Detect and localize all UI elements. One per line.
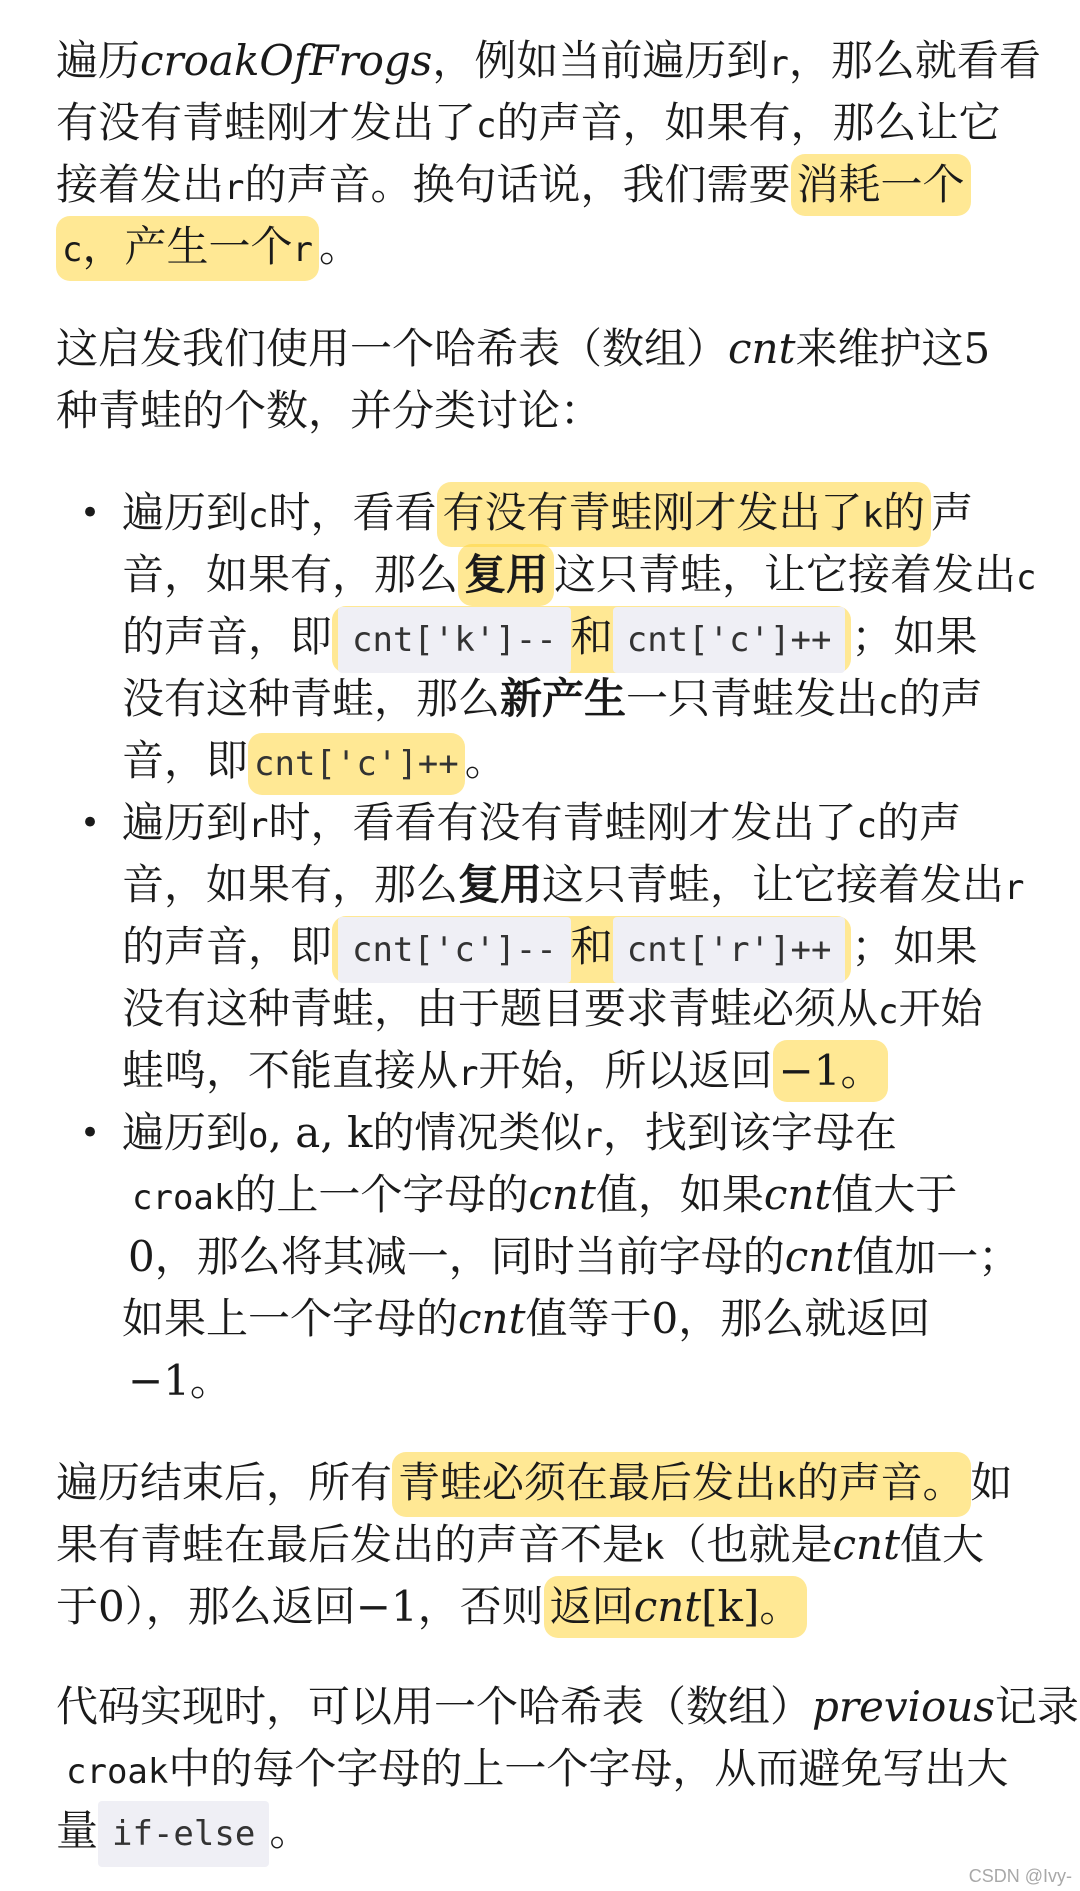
li1-line-2	[122, 544, 1037, 606]
math-var: cnt	[458, 1294, 526, 1343]
text: 的声音。换句话说，我们需要	[244, 160, 791, 209]
li1-line-4	[122, 668, 983, 730]
li1-line-5	[122, 730, 507, 792]
text: 。	[464, 736, 507, 785]
highlight	[773, 1040, 889, 1102]
highlight	[332, 606, 851, 673]
code-span: if-else	[98, 1801, 269, 1867]
text: 的声音，如果有，那么让它	[496, 98, 1001, 147]
text: ，那么就看看	[788, 36, 1041, 85]
text: 的声	[877, 798, 962, 847]
text: 这只青蛙，让它接着发出	[542, 860, 1005, 909]
highlight	[437, 482, 932, 547]
text: 值等于	[525, 1294, 652, 1343]
math-var: cnt	[832, 1520, 900, 1569]
li2-line-4	[122, 978, 983, 1040]
text: 青蛙必须在最后发出	[398, 1458, 777, 1507]
p1-line-2	[56, 92, 1001, 154]
p4-line-1	[56, 1676, 1079, 1738]
text: 一只青蛙发出	[626, 674, 879, 723]
math-num: −1	[128, 1356, 190, 1405]
li1-line-3	[122, 606, 977, 668]
p1-line-1	[56, 30, 1041, 92]
text: ，否则	[417, 1582, 544, 1631]
math-num: 0	[98, 1582, 125, 1631]
text: 的声音，即	[122, 612, 333, 661]
p2-line-2	[56, 380, 602, 442]
text: 音，如果有，那么	[122, 860, 459, 909]
text: 遍历到	[122, 798, 249, 847]
li2-line-5	[122, 1040, 888, 1102]
highlight	[392, 1452, 971, 1517]
text: 如	[970, 1458, 1013, 1507]
inline-code: c	[878, 992, 899, 1032]
text: 开始，所以返回	[478, 1046, 773, 1095]
text: 开始	[898, 984, 983, 1033]
text: 代码实现时，可以用一个哈希表（数组）	[56, 1682, 813, 1731]
p1-line-3	[56, 154, 971, 216]
inline-code: r	[582, 1116, 603, 1156]
highlight	[332, 916, 851, 983]
text: 这只青蛙，让它接着发出	[554, 550, 1017, 599]
text: 于	[56, 1582, 99, 1631]
highlight: 消耗一个	[791, 154, 971, 216]
inline-code: c	[248, 496, 269, 536]
li3-line-4	[122, 1288, 930, 1350]
inline-code: r	[292, 230, 313, 270]
math-num: 0	[128, 1232, 155, 1281]
inline-code: c	[878, 682, 899, 722]
li3-line-5	[128, 1350, 232, 1412]
text: 的声	[898, 674, 983, 723]
text: 和	[570, 612, 613, 661]
text: 种青蛙的个数，并分类讨论：	[56, 386, 603, 435]
math-var: previous	[812, 1682, 995, 1731]
li3-line-2	[132, 1164, 957, 1226]
li3-line-3	[128, 1226, 1020, 1288]
text: 遍历	[56, 36, 141, 85]
math-var: croakOfFrogs	[140, 36, 433, 85]
inline-code: r	[768, 44, 789, 84]
text: 。	[189, 1356, 232, 1405]
list-bullet: •	[80, 803, 101, 843]
inline-code: k	[644, 1528, 665, 1568]
watermark: CSDN @Ivy-	[968, 1866, 1072, 1886]
list-bullet: •	[80, 1113, 101, 1153]
code-span: cnt['r']++	[613, 917, 846, 983]
math-num: −1	[778, 1046, 841, 1095]
highlight	[544, 1576, 808, 1638]
text: 。	[269, 1806, 312, 1855]
inline-code: croak	[132, 1178, 235, 1218]
text: 音，如果有，那么	[122, 550, 459, 599]
math-var: cnt	[633, 1582, 702, 1631]
code-span: cnt['c']++	[248, 733, 465, 795]
text: 的声音。	[796, 1458, 965, 1507]
text: 的	[883, 488, 926, 537]
inline-code: c	[856, 806, 877, 846]
p2-line-1	[56, 318, 990, 380]
inline-code: c	[62, 230, 83, 270]
text: 声	[931, 488, 974, 537]
text: 音，即	[122, 736, 249, 785]
text: 没有这种青蛙，那么	[122, 674, 501, 723]
text: 时，看看	[268, 488, 437, 537]
text: 值加一；	[852, 1232, 1021, 1281]
text: 蛙鸣，不能直接从	[122, 1046, 459, 1095]
text: 值，如果	[595, 1170, 764, 1219]
text: 如果上一个字母的	[122, 1294, 459, 1343]
code-span: cnt['c']++	[613, 607, 846, 673]
text: 来维护这	[795, 324, 964, 373]
inline-code: r	[458, 1054, 479, 1094]
p4-line-2	[66, 1738, 1008, 1800]
text: 有没有青蛙刚才发出了	[56, 98, 477, 147]
inline-code: c	[1016, 558, 1037, 598]
text: ，找到该字母在	[602, 1108, 897, 1157]
text: ；如果	[851, 612, 978, 661]
math-var: cnt	[528, 1170, 596, 1219]
bold-text: 新产生	[500, 674, 627, 723]
text: 时，看看有没有青蛙刚才发出了	[268, 798, 857, 847]
text: 和	[570, 922, 613, 971]
inline-code: c	[476, 106, 497, 146]
inline-code: k	[862, 496, 884, 536]
inline-code: r	[224, 168, 245, 208]
text: ，那么将其减一，同时当前字母的	[154, 1232, 785, 1281]
p3-line-3	[56, 1576, 807, 1638]
li2-line-3	[122, 916, 977, 978]
p3-line-1	[56, 1452, 1013, 1514]
code-span: cnt['c']--	[338, 917, 571, 983]
text: 遍历结束后，所有	[56, 1458, 393, 1507]
highlight	[56, 216, 319, 281]
text: 。	[318, 222, 361, 271]
text: 值大于	[831, 1170, 958, 1219]
text: 接着发出	[56, 160, 225, 209]
li2-line-2	[122, 854, 1025, 916]
math-num: −1	[355, 1582, 418, 1631]
text: 值大	[899, 1520, 984, 1569]
text: （也就是	[664, 1520, 833, 1569]
inline-code: k	[776, 1466, 797, 1506]
text: 这启发我们使用一个哈希表（数组）	[56, 324, 729, 373]
math-var: cnt	[728, 324, 796, 373]
code-span: cnt['k']--	[338, 607, 571, 673]
text: 遍历到	[122, 488, 249, 537]
text: 的声音，即	[122, 922, 333, 971]
math-num: 5	[963, 324, 991, 373]
bold-text: 复用	[458, 860, 543, 909]
inline-code: croak	[66, 1752, 169, 1792]
text: 的情况类似	[372, 1108, 583, 1157]
text: 量	[56, 1806, 99, 1855]
text: 中的每个字母的上一个字母，从而避免写出大	[168, 1744, 1009, 1793]
li3-line-1	[122, 1102, 897, 1164]
text: 。	[840, 1046, 883, 1095]
text: ，那么就返回	[678, 1294, 931, 1343]
text: ），那么返回	[124, 1582, 356, 1631]
text: 。	[759, 1582, 802, 1631]
li2-line-1	[122, 792, 961, 854]
li1-line-1	[122, 482, 973, 544]
p4-line-3	[56, 1800, 311, 1862]
text: 果有青蛙在最后发出的声音不是	[56, 1520, 645, 1569]
text: 返回	[549, 1582, 634, 1631]
math-var: cnt	[763, 1170, 832, 1219]
math-num: 0	[651, 1294, 679, 1343]
p3-line-2	[56, 1514, 984, 1576]
math-text: , a, k	[268, 1108, 373, 1157]
inline-code: o	[248, 1116, 269, 1156]
inline-code: r	[1004, 868, 1025, 908]
inline-code: r	[248, 806, 269, 846]
text: 没有这种青蛙，由于题目要求青蛙必须从	[122, 984, 879, 1033]
text: 有没有青蛙刚才发出了	[442, 488, 863, 537]
bold-text: 复用	[458, 544, 554, 606]
math-var: cnt	[784, 1232, 853, 1281]
text: 的上一个字母的	[234, 1170, 529, 1219]
math-text: [k]	[701, 1582, 760, 1631]
text: ，产生一个	[82, 222, 293, 271]
text: ；如果	[851, 922, 978, 971]
list-bullet: •	[80, 493, 101, 533]
p1-line-4	[56, 216, 361, 278]
text: ，例如当前遍历到	[432, 36, 769, 85]
text: 遍历到	[122, 1108, 249, 1157]
text: 记录	[994, 1682, 1079, 1731]
